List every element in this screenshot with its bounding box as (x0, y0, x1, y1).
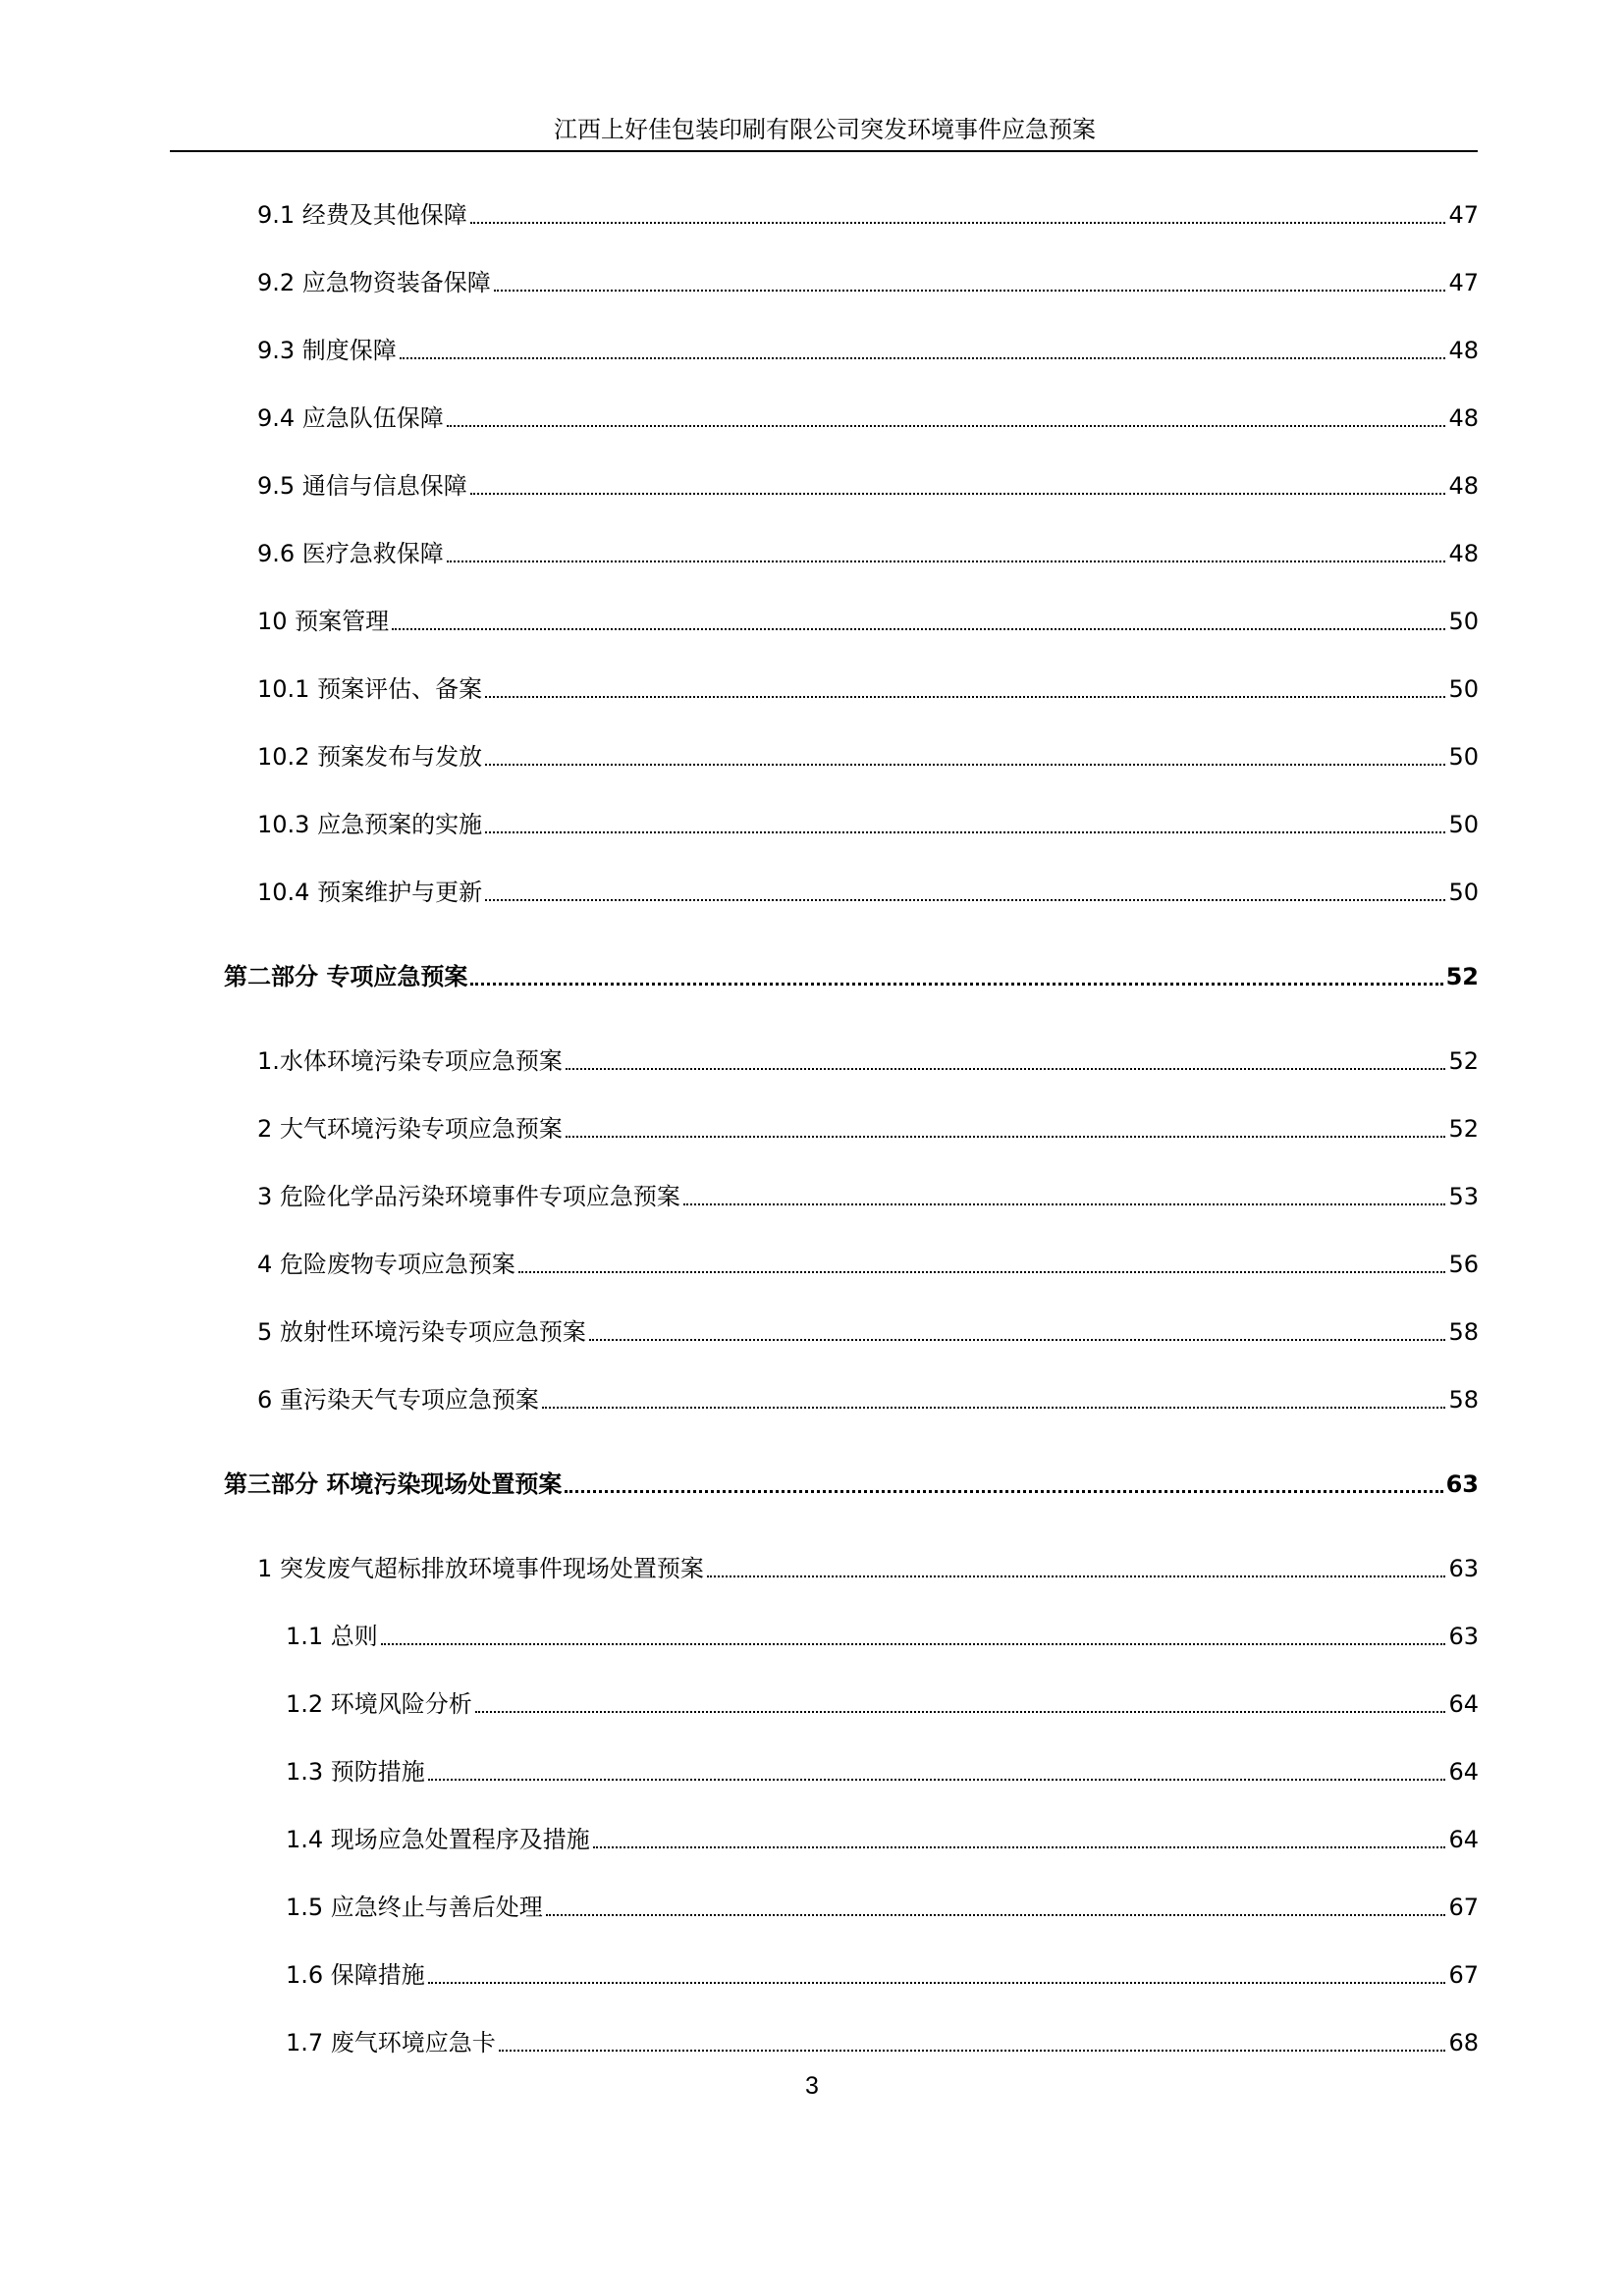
toc-entry[interactable] (286, 2023, 1479, 2062)
toc-entry-page: 48 (1448, 472, 1479, 500)
toc-entry[interactable] (257, 669, 1479, 709)
toc-entry-page: 50 (1448, 811, 1479, 838)
toc-entry-page: 64 (1448, 1758, 1479, 1786)
toc-dot-leader (475, 1711, 1446, 1713)
toc-entry[interactable] (257, 1109, 1479, 1148)
toc-dot-leader (683, 1203, 1446, 1205)
toc-entry-page: 53 (1448, 1183, 1479, 1210)
toc-dot-leader (546, 1914, 1446, 1916)
toc-entry-title: 1.4 现场应急处置程序及措施 (286, 1826, 590, 1853)
toc-entry[interactable] (257, 1177, 1479, 1216)
toc-entry-page: 52 (1445, 963, 1479, 990)
toc-entry-page: 64 (1448, 1690, 1479, 1718)
toc-dot-leader (470, 493, 1446, 495)
toc-dot-leader (707, 1575, 1446, 1577)
toc-entry-page: 48 (1448, 337, 1479, 364)
toc-entry[interactable] (257, 1380, 1479, 1419)
toc-entry-page: 50 (1448, 675, 1479, 703)
toc-entry-page: 56 (1448, 1251, 1479, 1278)
page-header-title: 江西上好佳包装印刷有限公司突发环境事件应急预案 (554, 116, 1096, 143)
toc-dot-leader (494, 290, 1446, 292)
toc-entry-title: 1.1 总则 (286, 1623, 378, 1650)
toc-entry-page: 63 (1448, 1623, 1479, 1650)
toc-dot-leader (589, 1339, 1446, 1341)
toc-entry-page: 64 (1448, 1826, 1479, 1853)
toc-section-title: 第三部分 环境污染现场处置预案 (224, 1470, 563, 1498)
toc-entry-title: 5 放射性环境污染专项应急预案 (257, 1318, 586, 1346)
toc-entry-page: 58 (1448, 1318, 1479, 1346)
toc-dot-leader (470, 222, 1446, 224)
toc-entry-title: 1.2 环境风险分析 (286, 1690, 472, 1718)
toc-dot-leader (518, 1271, 1446, 1273)
toc-entry-title: 9.2 应急物资装备保障 (257, 269, 491, 296)
toc-entry[interactable] (257, 534, 1479, 573)
toc-entry-page: 67 (1448, 1894, 1479, 1921)
toc-entry-title: 2 大气环境污染专项应急预案 (257, 1115, 563, 1143)
toc-entry-title: 9.1 经费及其他保障 (257, 201, 467, 229)
toc-entry[interactable] (257, 1245, 1479, 1284)
toc-entry-page: 63 (1445, 1470, 1479, 1498)
toc-entry-title: 9.6 医疗急救保障 (257, 540, 444, 567)
toc-entry[interactable] (286, 1684, 1479, 1724)
toc-dot-leader (400, 357, 1446, 359)
toc-entry-page: 48 (1448, 404, 1479, 432)
toc-entry[interactable] (257, 466, 1479, 506)
toc-entry-page: 63 (1448, 1555, 1479, 1582)
toc-entry-title: 1.水体环境污染专项应急预案 (257, 1047, 563, 1075)
toc-dot-leader (392, 628, 1445, 630)
toc-entry-title: 10.1 预案评估、备案 (257, 675, 483, 703)
toc-entry[interactable] (257, 399, 1479, 438)
toc-dot-leader (566, 1136, 1446, 1138)
toc-entry[interactable] (286, 1752, 1479, 1791)
toc-entry[interactable] (257, 263, 1479, 302)
toc-entry-title: 10.2 预案发布与发放 (257, 743, 483, 771)
toc-entry[interactable] (286, 1820, 1479, 1859)
toc-entry-page: 52 (1448, 1115, 1479, 1143)
toc-entry-title: 1.7 废气环境应急卡 (286, 2029, 496, 2056)
toc-dot-leader (447, 425, 1446, 427)
toc-entry-title: 10.3 应急预案的实施 (257, 811, 483, 838)
toc-dot-leader (485, 696, 1445, 698)
toc-entry-page: 67 (1448, 1961, 1479, 1989)
toc-entry[interactable] (257, 195, 1479, 235)
toc-dot-leader (566, 1068, 1446, 1070)
toc-entry-title: 10 预案管理 (257, 608, 390, 635)
toc-entry-page: 47 (1448, 201, 1479, 229)
toc-entry-title: 6 重污染天气专项应急预案 (257, 1386, 539, 1414)
toc-dot-leader (428, 1982, 1446, 1984)
toc-dot-leader (565, 1490, 1442, 1493)
toc-dot-leader (542, 1407, 1446, 1409)
page-number: 3 (805, 2072, 819, 2100)
toc-entry-page: 50 (1448, 879, 1479, 906)
toc-entry-title: 9.3 制度保障 (257, 337, 397, 364)
toc-entry-page: 52 (1448, 1047, 1479, 1075)
toc-section-entry[interactable] (224, 957, 1479, 996)
toc-entry[interactable] (257, 331, 1479, 370)
toc-entry-page: 50 (1448, 743, 1479, 771)
toc-dot-leader (485, 831, 1445, 833)
toc-section-entry[interactable] (224, 1465, 1479, 1504)
toc-entry-title: 1 突发废气超标排放环境事件现场处置预案 (257, 1555, 704, 1582)
toc-entry-title: 3 危险化学品污染环境事件专项应急预案 (257, 1183, 680, 1210)
toc-entry-title: 1.6 保障措施 (286, 1961, 425, 1989)
toc-entry[interactable] (286, 1888, 1479, 1927)
toc-entry-title: 1.3 预防措施 (286, 1758, 425, 1786)
toc-entry[interactable] (257, 1041, 1479, 1081)
toc-entry-page: 48 (1448, 540, 1479, 567)
toc-entry-title: 1.5 应急终止与善后处理 (286, 1894, 543, 1921)
toc-entry[interactable] (257, 737, 1479, 776)
toc-section-title: 第二部分 专项应急预案 (224, 963, 468, 990)
toc-entry[interactable] (286, 1617, 1479, 1656)
toc-dot-leader (485, 899, 1445, 901)
toc-dot-leader (485, 764, 1445, 766)
toc-entry-page: 58 (1448, 1386, 1479, 1414)
toc-entry-title: 4 危险废物专项应急预案 (257, 1251, 515, 1278)
toc-entry-title: 9.5 通信与信息保障 (257, 472, 467, 500)
toc-entry-page: 47 (1448, 269, 1479, 296)
toc-entry[interactable] (286, 1955, 1479, 1995)
toc-dot-leader (428, 1779, 1446, 1781)
toc-entry[interactable] (257, 873, 1479, 912)
toc-entry-page: 68 (1448, 2029, 1479, 2056)
toc-entry[interactable] (257, 1312, 1479, 1352)
toc-dot-leader (470, 983, 1442, 986)
toc-dot-leader (499, 2050, 1446, 2052)
toc-entry-title: 10.4 预案维护与更新 (257, 879, 483, 906)
toc-dot-leader (593, 1846, 1446, 1848)
toc-entry[interactable] (257, 602, 1479, 641)
toc-entry[interactable] (257, 1549, 1479, 1588)
toc-dot-leader (447, 561, 1446, 562)
toc-dot-leader (381, 1643, 1446, 1645)
toc-entry-page: 50 (1448, 608, 1479, 635)
toc-entry-title: 9.4 应急队伍保障 (257, 404, 444, 432)
toc-entry[interactable] (257, 805, 1479, 844)
